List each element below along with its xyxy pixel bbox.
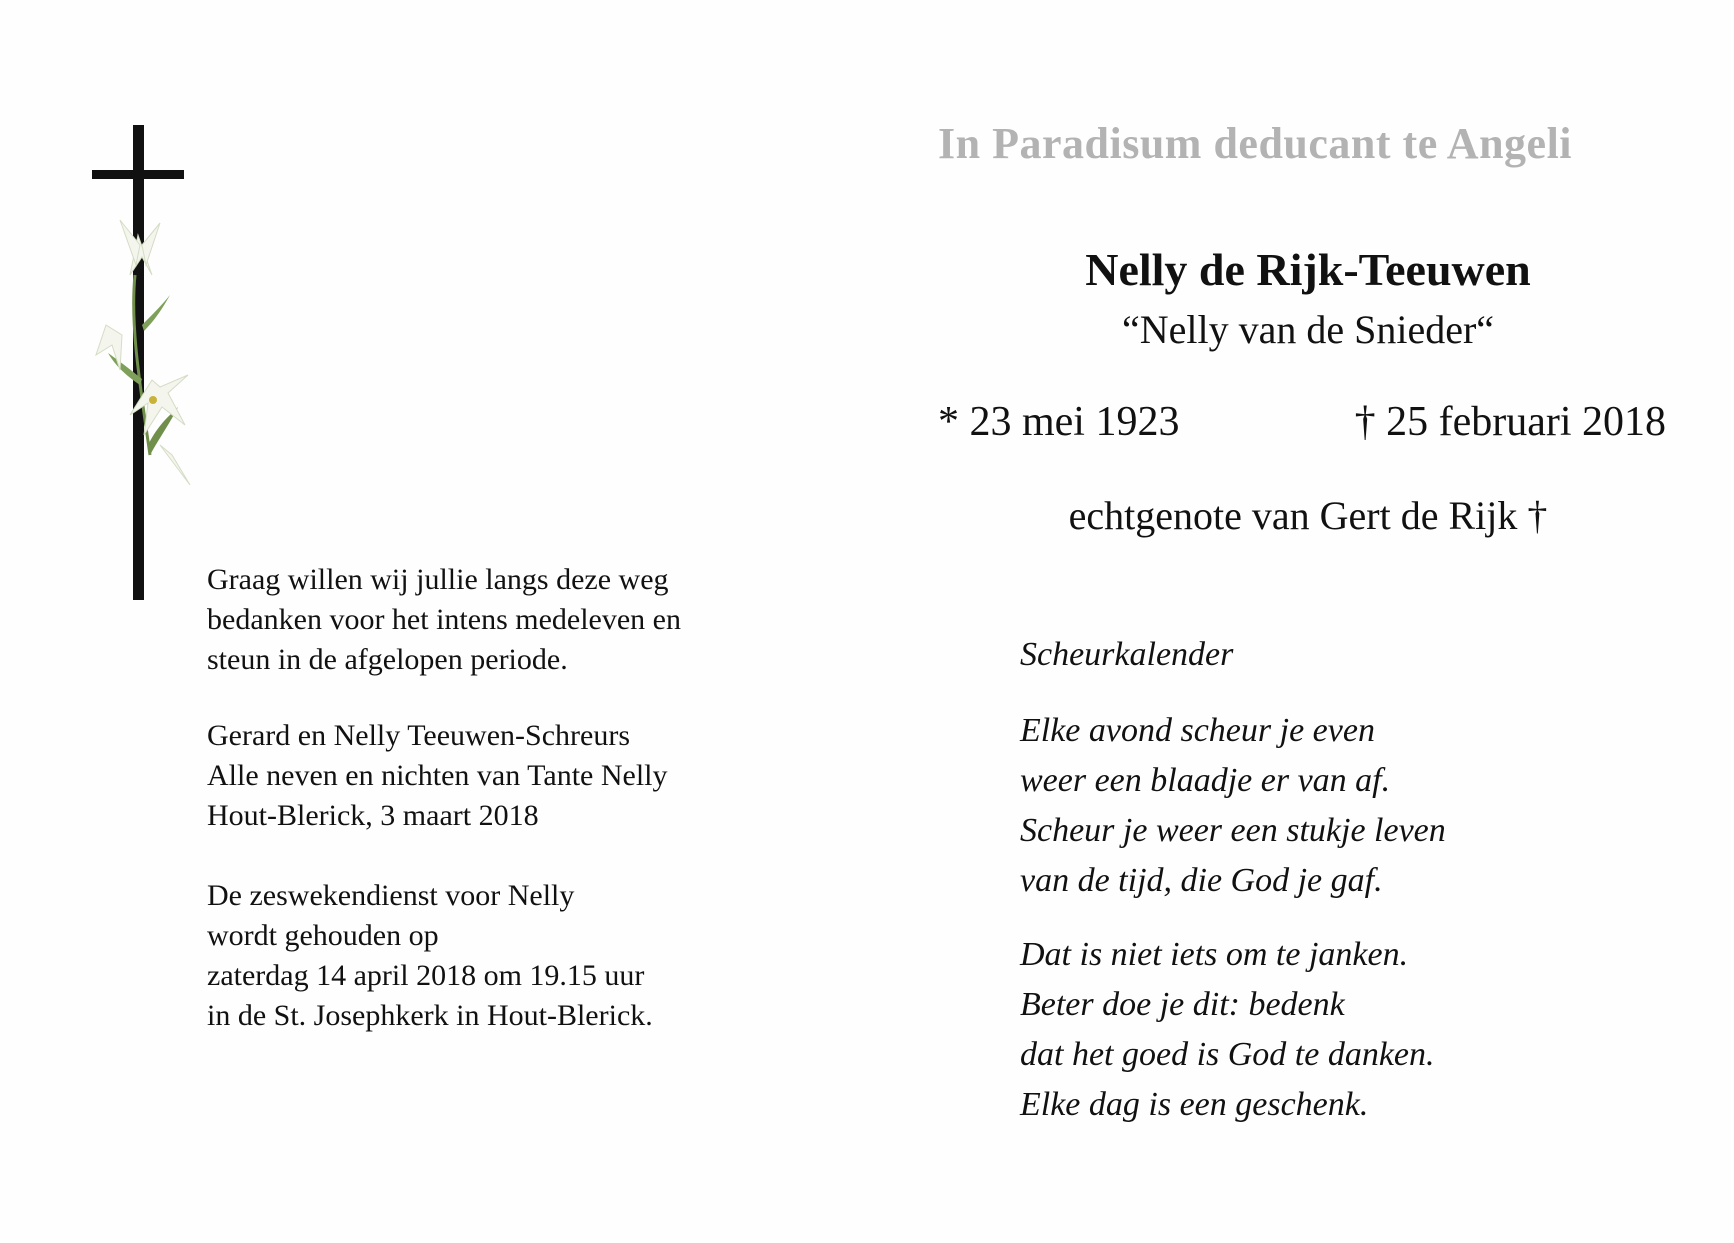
poem-line: Elke dag is een geschenk.: [1020, 1086, 1369, 1123]
thanks-line: Graag willen wij jullie langs deze weg: [207, 563, 669, 596]
poem-title: Scheurkalender: [1020, 636, 1234, 673]
poem-stanza-1: [1020, 706, 1660, 906]
poem-line: Beter doe je dit: bedenk: [1020, 986, 1345, 1023]
service-line: in de St. Josephkerk in Hout-Blerick.: [207, 999, 653, 1032]
service-line: wordt gehouden op: [207, 919, 439, 952]
spouse-line: echtgenote van Gert de Rijk †: [1068, 493, 1548, 538]
thanks-line: steun in de afgelopen periode.: [207, 643, 568, 676]
thanks-paragraph: [207, 560, 807, 680]
family-signature: [207, 716, 807, 836]
service-line: zaterdag 14 april 2018 om 19.15 uur: [207, 959, 645, 992]
poem-stanza-2: [1020, 930, 1660, 1130]
poem-line: Elke avond scheur je even: [1020, 712, 1375, 749]
family-line: Hout-Blerick, 3 maart 2018: [207, 799, 539, 832]
family-line: Alle neven en nichten van Tante Nelly: [207, 759, 668, 792]
birth-date: * 23 mei 1923: [938, 399, 1180, 445]
poem-line: dat het goed is God te danken.: [1020, 1036, 1435, 1073]
deceased-nickname: “Nelly van de Snieder“: [1121, 307, 1495, 352]
death-date: † 25 februari 2018: [1354, 399, 1666, 445]
poem-line: Scheur je weer een stukje leven: [1020, 812, 1446, 849]
poem-line: van de tijd, die God je gaf.: [1020, 862, 1383, 899]
thanks-line: bedanken voor het intens medeleven en: [207, 603, 681, 636]
service-announcement: [207, 876, 807, 1036]
poem-line: weer een blaadje er van af.: [1020, 762, 1391, 799]
service-line: De zeswekendienst voor Nelly: [207, 879, 575, 912]
poem-line: Dat is niet iets om te janken.: [1020, 936, 1409, 973]
cross-with-lily-icon: [90, 125, 200, 605]
deceased-name: Nelly de Rijk-Teeuwen: [1085, 244, 1531, 295]
family-line: Gerard en Nelly Teeuwen-Schreurs: [207, 719, 631, 752]
latin-motto: In Paradisum deducant te Angeli: [938, 119, 1573, 168]
